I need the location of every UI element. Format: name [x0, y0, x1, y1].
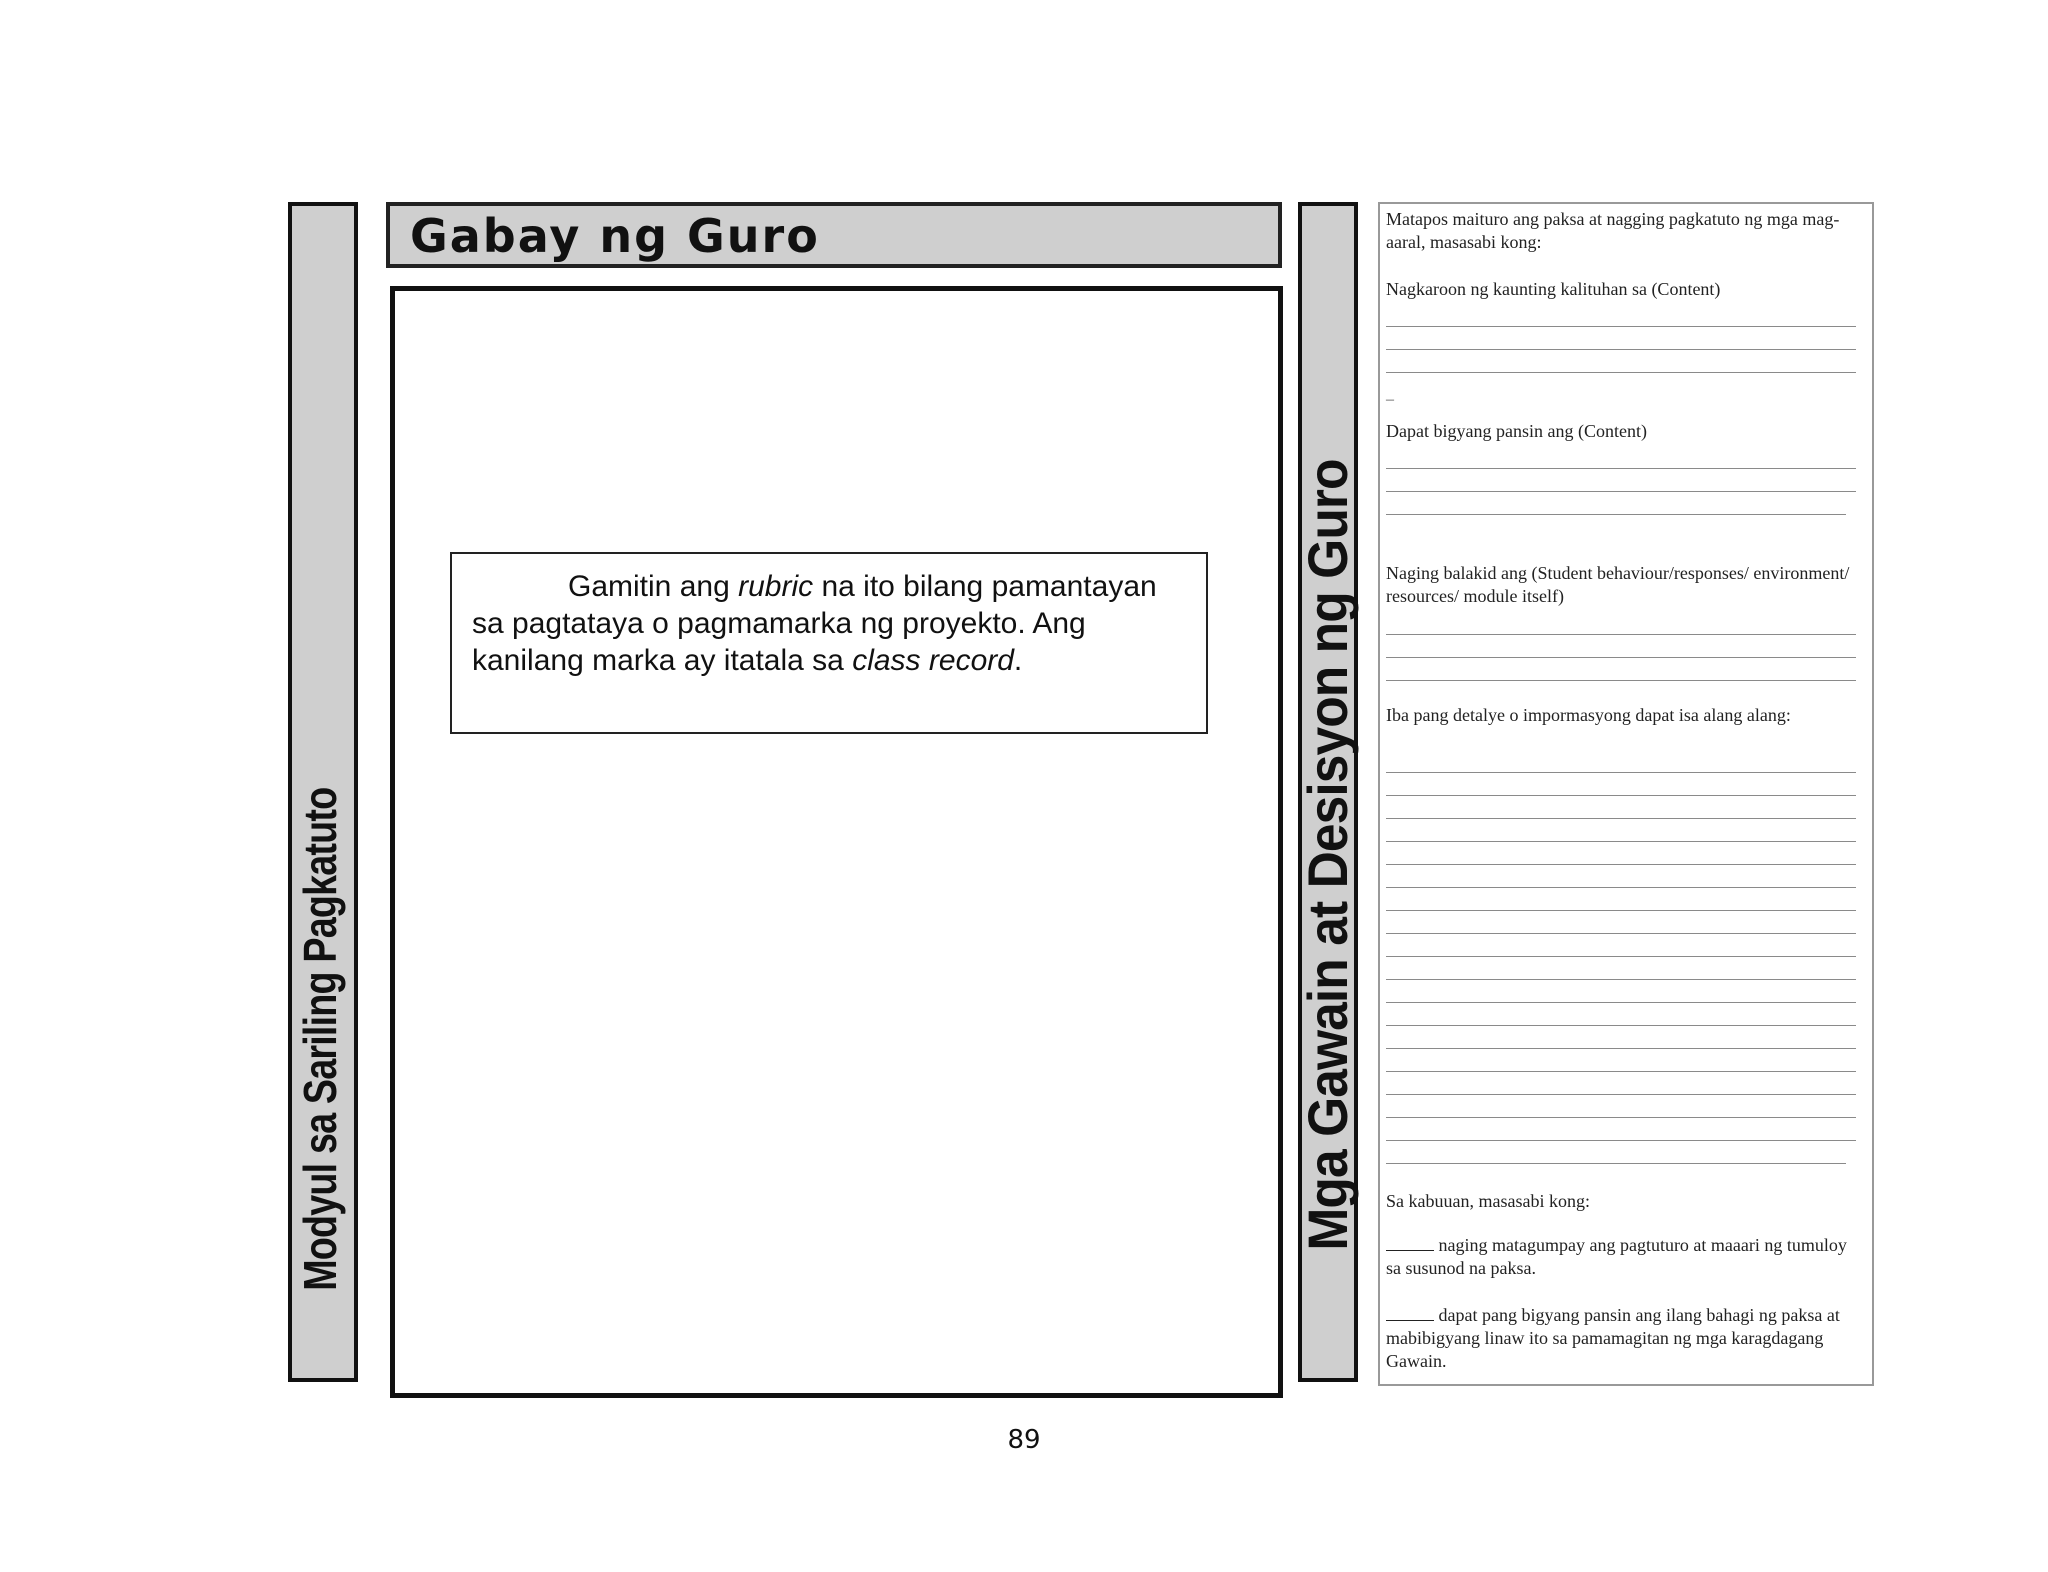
write-line[interactable]	[1386, 1002, 1856, 1003]
option-review-text: dapat pang bigyang pansin ang ilang bahagi ng paksa at mabibigyang linaw ito sa pamamagitan ng mga karagdagang Gawain.	[1386, 1305, 1840, 1371]
checkbox-blank[interactable]	[1386, 1305, 1434, 1321]
note-text-3: .	[1013, 644, 1023, 677]
module-label: Modyul sa Sariling Pagkatuto	[294, 787, 346, 1291]
form-intro: Matapos maituro ang paksa at nagging pagkatuto ng mga mag-aaral, masasabi kong:	[1386, 209, 1840, 252]
section-content-attention: Dapat bigyang pansin ang (Content)	[1386, 421, 1647, 441]
summary-option-success	[1386, 1234, 1866, 1280]
section-obstacles: Naging balakid ang (Student behaviour/responses/ environment/ resources/ module itself)	[1386, 563, 1850, 606]
teacher-decisions-label: Mga Gawain at Desisyon ng Guro	[1296, 459, 1359, 1251]
dash-mark: –	[1386, 391, 1394, 408]
write-line[interactable]	[1386, 1048, 1856, 1049]
section-other-details: Iba pang detalye o impormasyong dapat isa alang alang:	[1386, 705, 1791, 725]
write-line[interactable]	[1386, 657, 1856, 658]
note-text-1: Gamitin ang	[568, 570, 739, 603]
write-line[interactable]	[1386, 864, 1856, 865]
write-line[interactable]	[1386, 468, 1856, 469]
write-line[interactable]	[1386, 841, 1856, 842]
write-line[interactable]	[1386, 326, 1856, 327]
main-content-box	[390, 286, 1283, 1398]
summary-option-review	[1386, 1304, 1866, 1373]
write-line[interactable]	[1386, 1094, 1856, 1095]
page-number: 89	[1007, 1425, 1041, 1455]
write-line[interactable]	[1386, 979, 1856, 980]
write-line[interactable]	[1386, 491, 1856, 492]
checkbox-blank[interactable]	[1386, 1235, 1434, 1251]
option-success-text: naging matagumpay ang pagtuturo at maaari ng tumuloy sa susunod na paksa.	[1386, 1235, 1847, 1278]
write-line[interactable]	[1386, 772, 1856, 773]
section-content-confusion: Nagkaroon ng kaunting kalituhan sa (Content)	[1386, 279, 1721, 299]
write-line[interactable]	[1386, 1071, 1856, 1072]
write-line[interactable]	[1386, 887, 1856, 888]
write-line[interactable]	[1386, 514, 1846, 515]
note-italic-rubric: rubric	[738, 570, 814, 603]
write-line[interactable]	[1386, 818, 1856, 819]
note-text-2: na ito bilang pamantayan sa pagtataya o pagmamarka ng proyekto. Ang kanilang marka ay itatala sa	[472, 570, 1157, 677]
note-italic-class-record: class record	[852, 644, 1014, 677]
title-bar	[386, 202, 1282, 268]
write-line[interactable]	[1386, 634, 1856, 635]
page-title: Gabay ng Guro	[410, 209, 820, 263]
write-line[interactable]	[1386, 795, 1856, 796]
write-line[interactable]	[1386, 1025, 1856, 1026]
write-line[interactable]	[1386, 956, 1856, 957]
write-line[interactable]	[1386, 1117, 1856, 1118]
reflection-form	[1378, 202, 1874, 1386]
write-line[interactable]	[1386, 1163, 1846, 1164]
rubric-note	[450, 552, 1208, 734]
write-line[interactable]	[1386, 349, 1856, 350]
write-line[interactable]	[1386, 1140, 1856, 1141]
summary-heading: Sa kabuuan, masasabi kong:	[1386, 1191, 1590, 1211]
write-line[interactable]	[1386, 910, 1856, 911]
write-line[interactable]	[1386, 933, 1856, 934]
write-line[interactable]	[1386, 372, 1856, 373]
write-line[interactable]	[1386, 680, 1856, 681]
